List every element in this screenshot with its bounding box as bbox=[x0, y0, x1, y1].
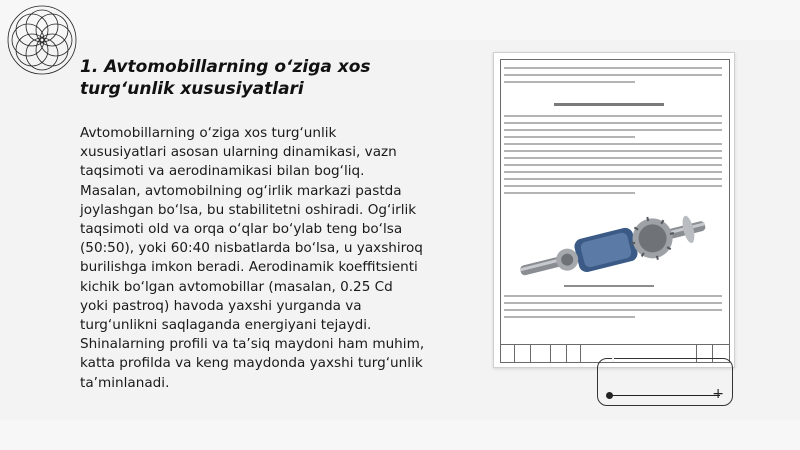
background-band-bottom bbox=[0, 420, 800, 450]
slider-track bbox=[610, 395, 720, 396]
slide-body-text: Avtomobillarning o‘ziga xos turg‘unlik xususiyatlari asosan ularning dinamikasi, vazn taqsimoti va aerodinamikasi bilan bog‘liq. Masalan, avtomobilning og‘irlik markazi pastda joylashgan bo‘lsa, bu stabilitetni oshiradi. Og‘irlik taqsimoti old va orqa o‘qlar bo‘ylab teng bo‘lsa (50:50), yoki 60:40 nisbatlarda bo‘lsa, u yaxshiroq burilishga imkon beradi. Aerodinamik koeffitsienti kichik bo‘lgan avtomobillar (masalan, 0.25 Cd yoki pastroq) havoda yaxshi yurganda va turg‘unlikni saqlaganda energiyani tejaydi. Shinalarning profili va ta’siq maydoni ham muhim, katta profilda va keng maydonda yaxshi turg‘unlik ta’minlanadi. bbox=[80, 125, 425, 391]
document-page-image bbox=[493, 52, 735, 368]
document-figure-caption-line bbox=[564, 285, 654, 287]
document-text-block-top bbox=[504, 67, 722, 88]
dot-icon[interactable] bbox=[606, 392, 613, 399]
interlaced-circles-logo-icon bbox=[4, 2, 80, 78]
differential-gear-image bbox=[516, 213, 712, 285]
plus-icon: + bbox=[712, 386, 724, 402]
slide-title: 1. Avtomobillarning o‘ziga xos turg‘unlik xususiyatlari bbox=[80, 57, 371, 99]
document-text-block-middle bbox=[504, 115, 722, 199]
background-band-top bbox=[0, 0, 800, 40]
slider-gap bbox=[612, 356, 614, 362]
document-heading-line bbox=[554, 103, 664, 106]
document-text-block-bottom bbox=[504, 295, 722, 323]
timeline-slider[interactable] bbox=[597, 358, 733, 406]
